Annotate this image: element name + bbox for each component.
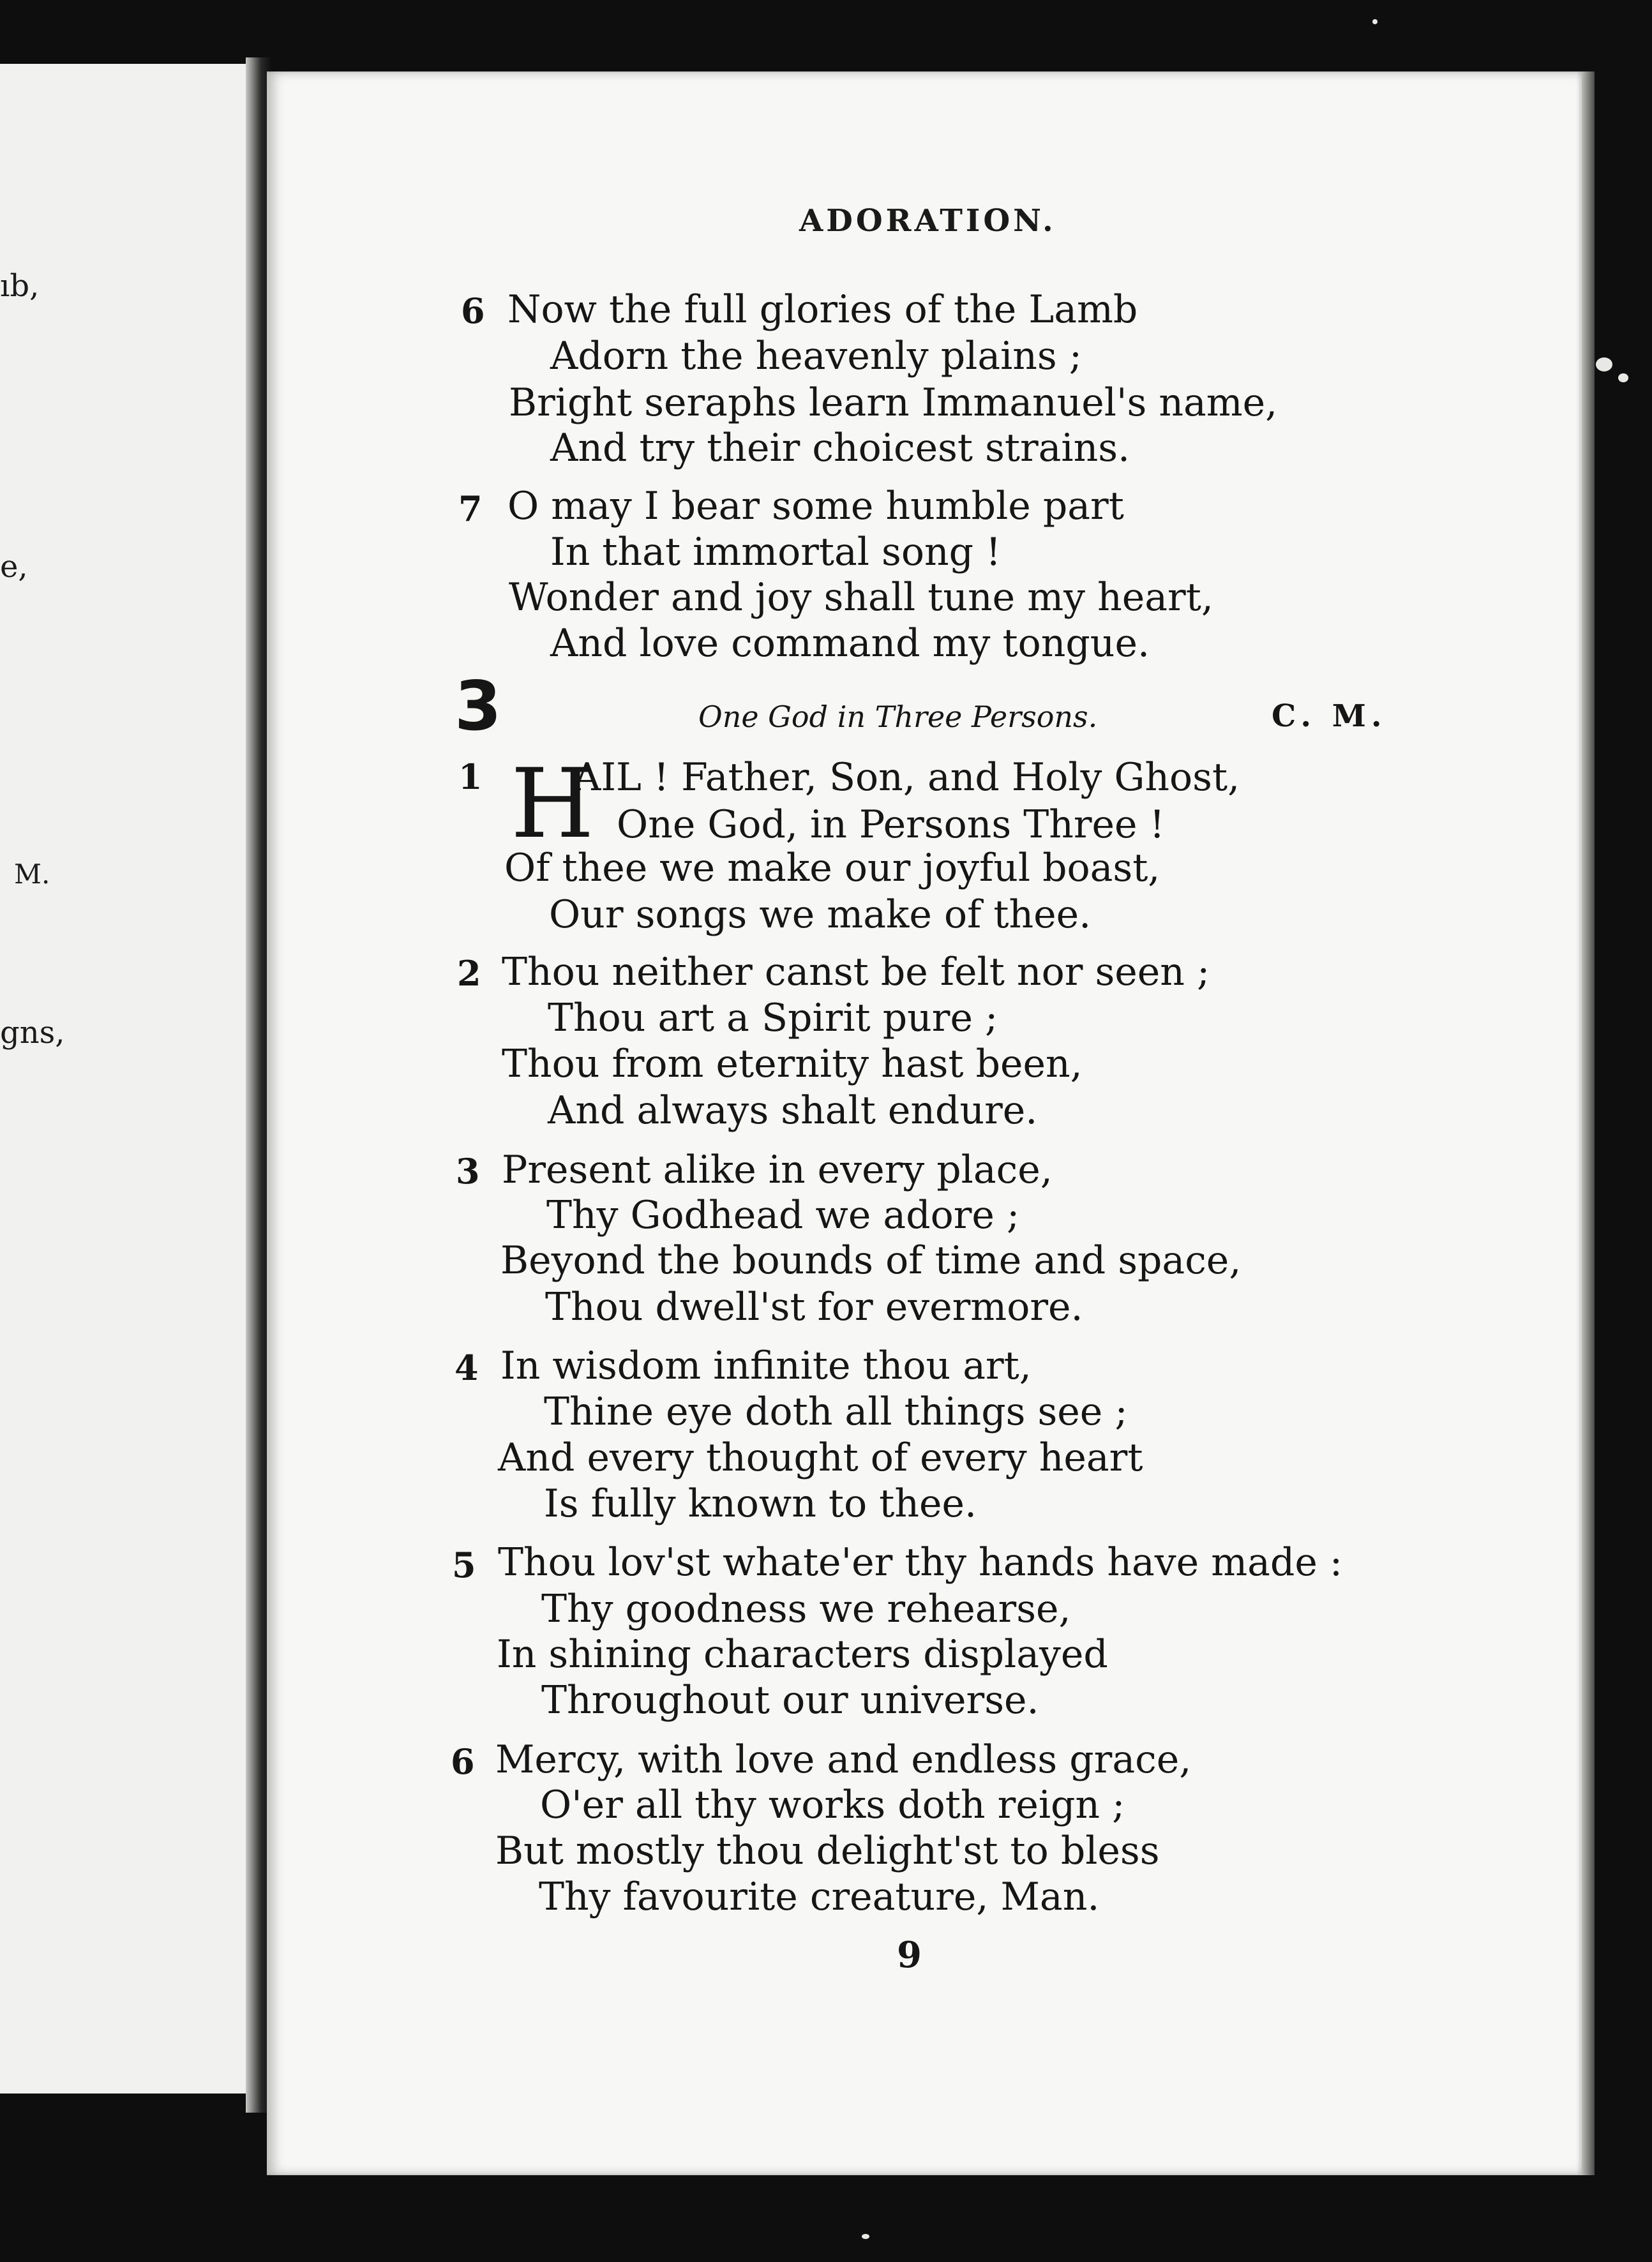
verse-line: O may I bear some humble part bbox=[507, 484, 1124, 528]
verse-line: Thou from eternity hast been, bbox=[502, 1042, 1083, 1086]
verse-line: And every thought of every heart bbox=[498, 1435, 1143, 1480]
dust-speck bbox=[1618, 373, 1628, 382]
verse-number: 2 bbox=[457, 953, 481, 994]
dust-speck bbox=[1372, 19, 1378, 24]
hymn-title: One God in Three Persons. bbox=[698, 700, 1098, 734]
verse-line: Now the full glories of the Lamb bbox=[507, 287, 1138, 332]
verse-number: 3 bbox=[456, 1151, 480, 1192]
verse-line: Thou lov'st whate'er thy hands have made : bbox=[498, 1540, 1343, 1585]
verse-line: Thou art a Spirit pure ; bbox=[548, 996, 998, 1040]
dust-speck bbox=[1596, 357, 1612, 371]
hymn-meter: C. M. bbox=[1272, 698, 1387, 734]
left-page bbox=[0, 64, 259, 2093]
verse-line: Thy favourite creature, Man. bbox=[539, 1875, 1100, 1919]
left-page-fragment: M. bbox=[14, 858, 50, 890]
verse-line: Throughout our universe. bbox=[541, 1678, 1039, 1723]
verse-line: Mercy, with love and endless grace, bbox=[495, 1737, 1192, 1782]
verse-line: Thine eye doth all things see ; bbox=[544, 1389, 1128, 1434]
verse-line: Is fully known to thee. bbox=[544, 1481, 977, 1526]
verse-line: But mostly thou delight'st to bless bbox=[495, 1829, 1160, 1873]
verse-line: And try their choicest strains. bbox=[550, 426, 1130, 470]
verse-line: Present alike in every place, bbox=[502, 1148, 1053, 1192]
verse-number: 1 bbox=[458, 756, 483, 797]
running-head: ADORATION. bbox=[799, 203, 1056, 239]
page-edge bbox=[1582, 71, 1595, 2175]
hymn-number: 3 bbox=[454, 667, 502, 745]
drop-cap: H bbox=[511, 749, 594, 860]
verse-line: Thou neither canst be felt nor seen ; bbox=[502, 950, 1210, 994]
verse-line: Adorn the heavenly plains ; bbox=[550, 334, 1082, 378]
verse-line: Wonder and joy shall tune my heart, bbox=[509, 575, 1213, 620]
verse-line: Of thee we make our joyful boast, bbox=[504, 846, 1160, 890]
verse-line: In shining characters displayed bbox=[497, 1632, 1108, 1677]
verse-number: 6 bbox=[461, 290, 485, 331]
verse-line: Thy Godhead we adore ; bbox=[546, 1193, 1020, 1238]
left-page-fragment: ıb, bbox=[0, 268, 40, 304]
verse-line: Thy goodness we rehearse, bbox=[541, 1587, 1071, 1631]
left-page-fragment: gns, bbox=[0, 1015, 65, 1051]
verse-number: 5 bbox=[452, 1545, 476, 1585]
verse-number: 6 bbox=[451, 1741, 475, 1782]
verse-line: O'er all thy works doth reign ; bbox=[540, 1783, 1125, 1827]
verse-line: And always shalt endure. bbox=[548, 1088, 1038, 1133]
left-page-fragment: e, bbox=[0, 549, 28, 585]
verse-number: 7 bbox=[458, 488, 483, 529]
verse-line: Beyond the bounds of time and space, bbox=[500, 1238, 1242, 1283]
dust-speck bbox=[862, 2234, 869, 2239]
verse-line: Our songs we make of thee. bbox=[549, 892, 1092, 937]
verse-line: One God, in Persons Three ! bbox=[617, 802, 1165, 847]
page-number: 9 bbox=[897, 1934, 922, 1976]
verse-number: 4 bbox=[454, 1347, 479, 1388]
verse-line: In wisdom infinite thou art, bbox=[500, 1344, 1032, 1388]
verse-line: Bright seraphs learn Immanuel's name, bbox=[509, 380, 1278, 425]
verse-line: And love command my tongue. bbox=[550, 621, 1150, 666]
verse-line: Thou dwell'st for evermore. bbox=[545, 1285, 1083, 1329]
verse-line: AIL ! Father, Son, and Holy Ghost, bbox=[573, 755, 1240, 800]
hymn-header bbox=[454, 667, 1393, 749]
verse-line: In that immortal song ! bbox=[550, 530, 1002, 574]
